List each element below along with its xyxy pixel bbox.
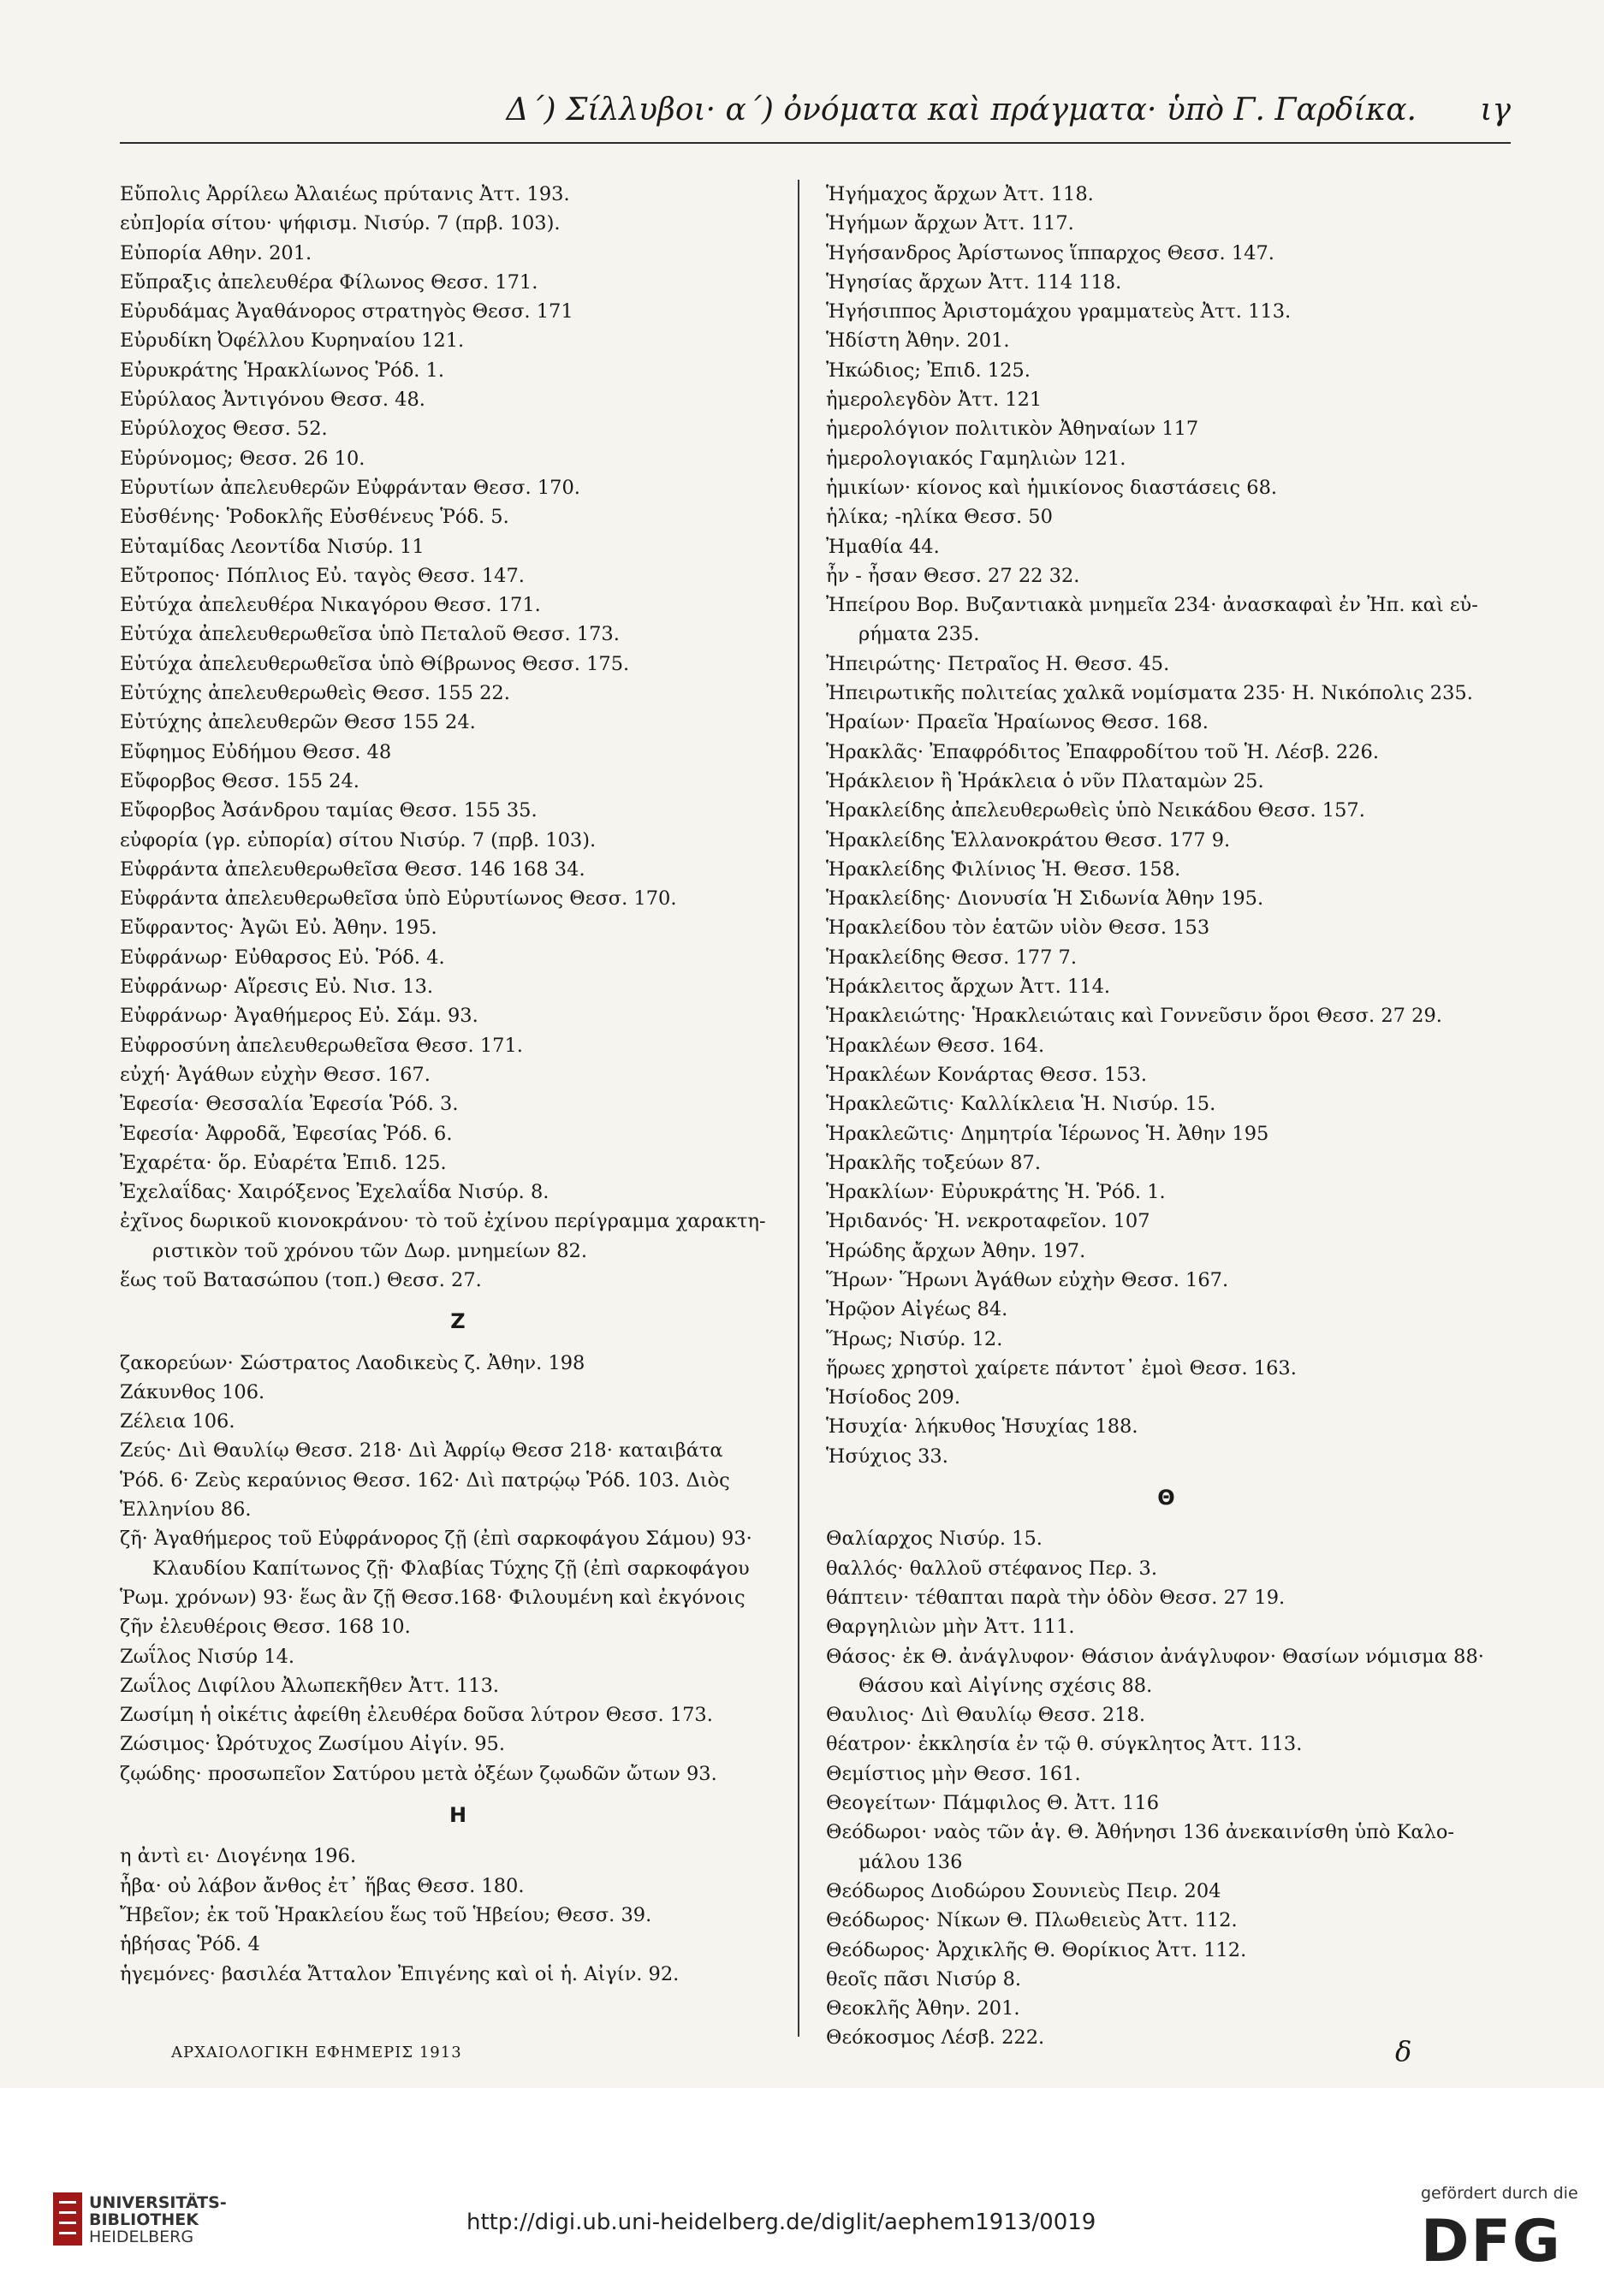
section-letter: Θ	[1157, 1486, 1175, 1510]
index-entry: Εὐτύχα ἀπελευθερωθεῖσα ὑπὸ Θίβρωνος Θεσσ. 175.	[120, 652, 630, 675]
index-entry: Ζέλεια 106.	[120, 1410, 235, 1433]
index-entry: μάλου 136	[858, 1850, 963, 1873]
index-entry: Ἡγήσιππος Ἀριστομάχου γραμματεὺς Ἀττ. 113.	[826, 300, 1292, 323]
index-entry: Θαυλιος· Διὶ Θαυλίῳ Θεσσ. 218.	[826, 1704, 1146, 1727]
index-entry: Θεόδωρος· Ἀρχικλῆς Θ. Θορίκιος Ἀττ. 112.	[826, 1938, 1247, 1961]
index-entry: Ἡσυχία· λήκυθος Ἡσυχίας 188.	[826, 1415, 1138, 1439]
index-entry: θεοῖς πᾶσι Νισύρ 8.	[826, 1967, 1022, 1990]
index-entry: Εὔφορβος Ἀσάνδρου ταμίας Θεσσ. 155 35.	[120, 799, 538, 822]
index-entry: θαλλός· θαλλοῦ στέφανος Περ. 3.	[826, 1557, 1158, 1580]
index-entry: Ζωΐλος Διφίλου Ἀλωπεκῆθεν Ἀττ. 113.	[120, 1674, 500, 1697]
index-entry: Ἐφεσία· Ἀφροδᾶ, Ἐφεσίας Ῥόδ. 6.	[120, 1122, 453, 1145]
index-entry: Ἑλληνίου 86.	[120, 1498, 252, 1522]
index-entry: θέατρον· ἐκκλησία ἐν τῷ θ. σύγκλητος Ἀττ. 113.	[826, 1733, 1303, 1756]
index-entry: Θαλίαρχος Νισύρ. 15.	[826, 1528, 1043, 1551]
index-entry: ἕως τοῦ Βατασώπου (τοπ.) Θεσσ. 27.	[120, 1268, 482, 1291]
page-header	[120, 92, 1511, 135]
index-entry: Εὐτύχα ἀπελευθερωθεῖσα ὑπὸ Πεταλοῦ Θεσσ. 173.	[120, 623, 620, 646]
index-entry: Εὔτροπος· Πόπλιος Εὐ. ταγὸς Θεσσ. 147.	[120, 564, 525, 587]
index-entry: Ἡγήμων ἄρχων Ἀττ. 117.	[826, 212, 1074, 235]
library-line-1: UNIVERSITÄTS-	[89, 2193, 227, 2212]
index-entry: ζῳώδης· προσωπεῖον Σατύρου μετὰ ὀξέων ζῳωδῶν ὤτων 93.	[120, 1762, 717, 1785]
index-entry: Ἡρακλίων· Εὐρυκράτης Ἡ. Ῥόδ. 1.	[826, 1181, 1166, 1204]
index-entry: εὐπ]ορία σίτου· ψήφισμ. Νισύρ. 7 (πρβ. 103).	[120, 212, 561, 235]
library-name	[89, 2194, 227, 2246]
index-entry: Εὐφροσύνη ἀπελευθερωθεῖσα Θεσσ. 171.	[120, 1034, 523, 1057]
index-column-right	[826, 180, 1506, 2053]
index-entry: Θεμίστιος μὴν Θεσσ. 161.	[826, 1762, 1081, 1785]
index-entry: εὐφορία (γρ. εὐπορία) σίτου Νισύρ. 7 (πρβ. 103).	[120, 828, 597, 851]
index-entry: Ἡρακλεῶτις· Δημητρία Ἱέρωνος Ἡ. Ἀθην 195	[826, 1122, 1269, 1145]
permalink-url[interactable]: http://digi.ub.uni-heidelberg.de/diglit/aephem1913/0019	[466, 2210, 1096, 2235]
index-entry: ἡμερολογιακός Γαμηλιὼν 121.	[826, 447, 1126, 470]
index-entry: Ἡρακλῆς τοξεύων 87.	[826, 1151, 1041, 1174]
index-entry: Θάσου καὶ Αἰγίνης σχέσις 88.	[858, 1674, 1153, 1697]
index-entry: Εὐρύλοχος Θεσσ. 52.	[120, 418, 328, 441]
index-entry: η ἀντὶ ει· Διογένηα 196.	[120, 1845, 357, 1868]
index-entry: Θάσος· ἐκ Θ. ἀνάγλυφον· Θάσιον ἀνάγλυφον· Θασίων νόμισμα 88·	[826, 1645, 1484, 1668]
index-entry: Εὐτύχης ἀπελευθερῶν Θεσσ 155 24.	[120, 711, 476, 734]
index-entry: Ῥωμ. χρόνων) 93· ἕως ἂν ζῇ Θεσσ.168· Φιλουμένη καὶ ἐκγόνοις	[120, 1586, 746, 1609]
index-entry: Εὐφράντα ἀπελευθερωθεῖσα ὑπὸ Εὐρυτίωνος Θεσσ. 170.	[120, 887, 677, 911]
index-entry: θάπτειν· τέθαπται παρὰ τὴν ὁδὸν Θεσσ. 27 19.	[826, 1586, 1286, 1609]
header-rule	[120, 142, 1511, 144]
index-entry: Θεοκλῆς Ἀθην. 201.	[826, 1997, 1020, 2020]
index-entry: Θεόδωρος Διοδώρου Σουνιεὺς Πειρ. 204	[826, 1879, 1221, 1902]
index-entry: Ἐχαρέτα· ὅρ. Εὐαρέτα Ἐπιδ. 125.	[120, 1151, 447, 1174]
index-entry: Ῥόδ. 6· Ζεὺς κεραύνιος Θεσσ. 162· Διὶ πατρῴῳ Ῥόδ. 103. Διὸς	[120, 1468, 730, 1492]
index-entry: ἡμερολόγιον πολιτικὸν Ἀθηναίων 117	[826, 418, 1199, 441]
index-entry: Ζεύς· Διὶ Θαυλίῳ Θεσσ. 218· Διὶ Ἀφρίῳ Θεσσ 218· καταιβάτα	[120, 1439, 723, 1462]
index-entry: Εὐφράνωρ· Ἀγαθήμερος Εὐ. Σάμ. 93.	[120, 1005, 478, 1028]
dfg-logo: DFG	[1421, 2208, 1562, 2275]
index-entry: Ἡρῷον Αἰγέως 84.	[826, 1298, 1008, 1321]
index-entry: Εὔπραξις ἀπελευθέρα Φίλωνος Θεσσ. 171.	[120, 270, 538, 294]
index-entry: Θεόδωροι· ναὸς τῶν ἁγ. Θ. Ἀθήνησι 136 ἀνεκαινίσθη ὑπὸ Καλο-	[826, 1821, 1455, 1844]
signature-mark: δ	[1395, 2035, 1412, 2068]
index-entry: ριστικὸν τοῦ χρόνου τῶν Δωρ. μνημείων 82.	[152, 1239, 587, 1262]
index-entry: Εὐρυκράτης Ἡρακλίωνος Ῥόδ. 1.	[120, 359, 445, 382]
index-entry: Εὐφράνωρ· Εὐθαρσος Εὐ. Ῥόδ. 4.	[120, 946, 445, 969]
index-entry: Ἐφεσία· Θεσσαλία Ἐφεσία Ῥόδ. 3.	[120, 1093, 459, 1116]
index-entry: ζακορεύων· Σώστρατος Λαοδικεὺς ζ. Ἀθην. 198	[120, 1351, 585, 1374]
index-entry: ζῆ· Ἀγαθήμερος τοῦ Εὐφράνορος ζῇ (ἐπὶ σαρκοφάγου Σάμου) 93·	[120, 1528, 752, 1551]
index-column-left	[120, 180, 796, 1989]
index-entry: Ἡρακλείδης ἀπελευθερωθεὶς ὑπὸ Νεικάδου Θεσσ. 157.	[826, 799, 1365, 822]
index-entry: Εὐπορία Αθην. 201.	[120, 241, 312, 264]
index-entry: Ἡρακλείδης Ἑλλανοκράτου Θεσσ. 177 9.	[826, 828, 1231, 851]
index-entry: Ἠκώδιος; Ἐπιδ. 125.	[826, 359, 1031, 382]
index-entry: Ἡγήσανδρος Ἀρίστωνος ἵππαρχος Θεσσ. 147.	[826, 241, 1274, 264]
index-entry: Ἠμαθία 44.	[826, 535, 940, 558]
index-entry: ἡμερολεγδὸν Ἀττ. 121	[826, 389, 1043, 412]
index-entry: Ἡράκλειτος ἄρχων Ἀττ. 114.	[826, 976, 1111, 999]
index-entry: Εὐτύχης ἀπελευθερωθεὶς Θεσσ. 155 22.	[120, 682, 510, 705]
index-entry: Ἠπειρωτικῆς πολιτείας χαλκᾶ νομίσματα 235· Η. Νικόπολις 235.	[826, 682, 1473, 705]
index-entry: Ἡρακλείδης· Διονυσία Ἡ Σιδωνία Ἀθην 195.	[826, 887, 1264, 911]
section-letter: Η	[449, 1803, 467, 1828]
index-entry: ἡβήσας Ῥόδ. 4	[120, 1933, 260, 1956]
index-entry: Ἡρακλέων Κονάρτας Θεσσ. 153.	[826, 1063, 1147, 1086]
index-entry: Ἡρακλᾶς· Ἐπαφρόδιτος Ἐπαφροδίτου τοῦ Ἡ. Λέσβ. 226.	[826, 740, 1380, 763]
index-entry: Ἥρων· Ἥρωνι Ἀγάθων εὐχὴν Θεσσ. 167.	[826, 1268, 1229, 1291]
index-entry: Θεόκοσμος Λέσβ. 222.	[826, 2026, 1045, 2050]
library-line-2: BIBLIOTHEK	[89, 2210, 199, 2229]
index-entry: Θεόδωρος· Νίκων Θ. Πλωθειεὺς Ἀττ. 112.	[826, 1909, 1238, 1932]
index-entry: Κλαυδίου Καπίτωνος ζῇ· Φλαβίας Τύχης ζῇ (ἐπὶ σαρκοφάγου	[152, 1557, 750, 1580]
index-entry: Ἠπείρου Βορ. Βυζαντιακὰ μνημεῖα 234· ἀνασκαφαὶ ἐν Ἠπ. καὶ εὑ-	[826, 594, 1478, 617]
index-entry: Ἡρακλεῶτις· Καλλίκλεια Ἡ. Νισύρ. 15.	[826, 1093, 1216, 1116]
index-entry: ζῆν ἐλευθέροις Θεσσ. 168 10.	[120, 1616, 411, 1639]
index-entry: Θεογείτων· Πάμφιλος Θ. Ἀττ. 116	[826, 1792, 1160, 1815]
page-number: ιγ	[1480, 92, 1511, 128]
library-line-3: HEIDELBERG	[89, 2228, 194, 2246]
index-entry: Ἤβεῖον; ἐκ τοῦ Ἡρακλείου ἕως τοῦ Ἡβείου; Θεσσ. 39.	[120, 1903, 652, 1926]
index-entry: Ἠπειρώτης· Πετραῖος Η. Θεσσ. 45.	[826, 652, 1170, 675]
index-entry: ἦβα· οὐ λάβον ἄνθος ἐτ᾿ ἥβας Θεσσ. 180.	[120, 1874, 525, 1897]
index-entry: Εὔφορβος Θεσσ. 155 24.	[120, 769, 359, 792]
index-entry: Ἥρως; Νισύρ. 12.	[826, 1327, 1003, 1350]
index-entry: Ἡγήμαχος ἄρχων Ἀττ. 118.	[826, 183, 1094, 205]
index-entry: Εὐρύλαος Ἀντιγόνου Θεσσ. 48.	[120, 389, 425, 412]
index-entry: ἦν - ἦσαν Θεσσ. 27 22 32.	[826, 564, 1080, 587]
section-letter: Ζ	[450, 1309, 466, 1334]
index-entry: ἐχῖνος δωρικοῦ κιονοκράνου· τὸ τοῦ ἐχίνου περίγραμμα χαρακτη-	[120, 1210, 766, 1233]
index-entry: Ἡρακλειώτης· Ἡρακλειώταις καὶ Γοννεῦσιν ὅροι Θεσσ. 27 29.	[826, 1005, 1442, 1028]
index-entry: Ἠριδανός· Ἡ. νεκροταφεῖον. 107	[826, 1210, 1150, 1233]
index-entry: Ἐχελαΐδας· Χαιρόξενος Ἐχελαΐδα Νισύρ. 8.	[120, 1181, 550, 1204]
index-entry: Θαργηλιὼν μὴν Ἀττ. 111.	[826, 1616, 1075, 1639]
index-entry: Εὔφραντος· Ἀγῶι Εὐ. Ἀθην. 195.	[120, 917, 437, 940]
funded-by-label: gefördert durch die	[1421, 2184, 1578, 2203]
index-entry: ἥρωες χρηστοὶ χαίρετε πάντοτ᾿ ἐμοὶ Θεσσ. 163.	[826, 1356, 1297, 1379]
index-entry: Ἡράκλειον ἢ Ἡράκλεια ὁ νῦν Πλαταμὼν 25.	[826, 769, 1264, 792]
library-footbar	[0, 2088, 1604, 2296]
index-entry: Ἡρώδης ἄρχων Ἀθην. 197.	[826, 1239, 1086, 1262]
university-seal-icon	[53, 2192, 82, 2246]
index-entry: Ἡρακλείδης Φιλίνιος Ἡ. Θεσσ. 158.	[826, 857, 1181, 881]
index-entry: Εὐσθένης· Ῥοδοκλῆς Εὐσθένευς Ῥόδ. 5.	[120, 506, 509, 529]
index-entry: ἡλίκα; -ηλίκα Θεσσ. 50	[826, 506, 1053, 529]
index-entry: ἡγεμόνες· βασιλέα Ἄτταλον Ἐπιγένης καὶ οἱ ἡ. Αἰγίν. 92.	[120, 1962, 680, 1985]
index-entry: Ἡρακλείδου τὸν ἑατῶν υἱὸν Θεσσ. 153	[826, 917, 1210, 940]
journal-footer: ΑΡΧΑΙΟΛΟΓΙΚΗ ΕΦΗΜΕΡΙΣ 1913	[171, 2044, 462, 2062]
running-title: Δ΄) Σίλλυβοι· α΄) ὀνόματα καὶ πράγματα· ὑπὸ Γ. Γαρδίκα.	[506, 92, 1417, 128]
index-entry: Εὐτύχα ἀπελευθέρα Νικαγόρου Θεσσ. 171.	[120, 594, 541, 617]
index-entry: Ἡσύχιος 33.	[826, 1445, 948, 1468]
index-entry: εὐχή· Ἀγάθων εὐχὴν Θεσσ. 167.	[120, 1063, 431, 1086]
index-entry: Ζάκυνθος 106.	[120, 1380, 265, 1403]
index-entry: Ἡρακλέων Θεσσ. 164.	[826, 1034, 1045, 1057]
index-entry: Ζωΐλος Νισύρ 14.	[120, 1645, 295, 1668]
index-entry: Ἡραίων· Πραεῖα Ἡραίωνος Θεσσ. 168.	[826, 711, 1209, 734]
index-entry: Εὔφημος Εὐδήμου Θεσσ. 48	[120, 740, 392, 763]
index-entry: Εὐφράνωρ· Αἵρεσις Εὐ. Νισ. 13.	[120, 976, 434, 999]
column-divider	[798, 180, 799, 2037]
index-entry: ἡμικίων· κίονος καὶ ἡμικίονος διαστάσεις 68.	[826, 476, 1278, 499]
index-entry: Ἡσίοδος 209.	[826, 1386, 960, 1409]
index-entry: Εὐρύνομος; Θεσσ. 26 10.	[120, 447, 365, 470]
index-entry: Εὐρυτίων ἀπελευθερῶν Εὐφράνταν Θεσσ. 170.	[120, 476, 580, 499]
index-entry: Εὐφράντα ἀπελευθερωθεῖσα Θεσσ. 146 168 34.	[120, 857, 585, 881]
index-entry: Εὐταμίδας Λεοντίδα Νισύρ. 11	[120, 535, 425, 558]
index-entry: Εὐρυδάμας Ἀγαθάνορος στρατηγὸς Θεσσ. 171	[120, 300, 573, 323]
index-entry: Εὔπολις Ἀρρίλεω Ἀλαιέως πρύτανις Ἀττ. 193.	[120, 183, 570, 205]
index-entry: Ἡρακλείδης Θεσσ. 177 7.	[826, 946, 1078, 969]
index-entry: Ἡγησίας ἄρχων Ἀττ. 114 118.	[826, 270, 1122, 294]
index-entry: Ἡδίστη Ἀθην. 201.	[826, 329, 1010, 353]
index-entry: Εὐρυδίκη Ὀφέλλου Κυρηναίου 121.	[120, 329, 465, 353]
index-entry: ρήματα 235.	[858, 623, 980, 646]
index-entry: Ζωσίμη ἡ οἰκέτις ἀφείθη ἐλευθέρα δοῦσα λύτρον Θεσσ. 173.	[120, 1704, 713, 1727]
index-entry: Ζώσιμος· Ὠρότυχος Ζωσίμου Αἰγίν. 95.	[120, 1733, 505, 1756]
